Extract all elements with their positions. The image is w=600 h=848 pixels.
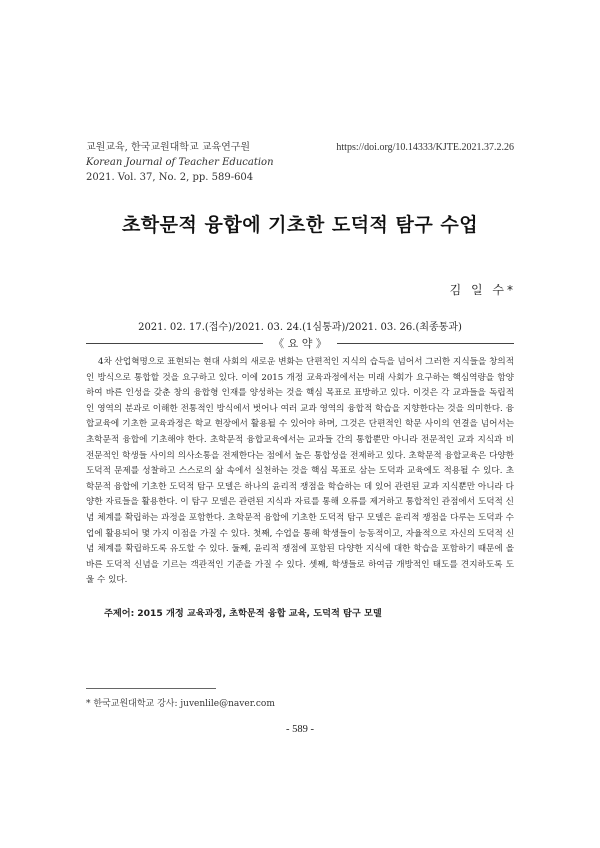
keywords	[104, 605, 382, 619]
doi-link[interactable]: https://doi.org/10.14333/KJTE.2021.37.2.26	[336, 142, 514, 153]
volume-info: 2021. Vol. 37, No. 2, pp. 589-604	[86, 172, 254, 183]
submission-dates: 2021. 02. 17.(접수)/2021. 03. 24.(1심통과)/2021. 03. 26.(최종통과)	[138, 322, 462, 333]
keywords-label: 주제어:	[104, 608, 135, 619]
footnote-divider	[86, 688, 216, 689]
abstract-label: 《 요 약 》	[273, 337, 327, 350]
paper-title: 초학문적 융합에 기초한 도덕적 탐구 수업	[121, 214, 479, 236]
journal-name-korean: 교원교육, 한국교원대학교 교육연구원	[86, 142, 251, 153]
keywords-text: 2015 개정 교육과정, 초학문적 융합 교육, 도덕적 탐구 모델	[137, 608, 382, 619]
author-name: 김 일 수*	[449, 283, 516, 297]
journal-name-english: Korean Journal of Teacher Education	[86, 157, 274, 168]
abstract-rule-left	[86, 343, 263, 344]
abstract-text: 4차 산업혁명으로 표현되는 현대 사회의 새로운 변화는 단편적인 지식의 습득을 넘어서 그러한 지식들을 창의적인 방식으로 통합할 것을 요구하고 있다. 이에 2015 개정 교육과정에서는 미래 사회가 요구하는 핵심역량을 함양하여 바른 인성을 갖춘 창의 융합형 인재를 양성하는 것을 핵심 목표로 표방하고 있다. 이것은 각 교과들을 독립적인 영역의 분과로 이해한 전통적인 방식에서 벗어나 여러 교과 영역의 융합적 학습을 지향한다는 것을 의미한다. 융합교육에 기초한 교육과정은 학교 현장에서 활용될 수 있어야 하며, 그것은 단편적인 학문 사이의 연결을 넘어서는 초학문적 융합에 기초해야 한다. 초학문적 융합교육에서는 교과들 간의 통합뿐만 아니라 전문적인 교과 지식과 비전문적인 학생들 사이의 의사소통을 전제한다는 점에서 높은 통합성을 전제하고 있다. 초학문적 융합교육은 다양한 도덕적 문제를 성찰하고 스스로의 삶 속에서 실천하는 것을 핵심 목표로 삼는 도덕과 교육에도 적용될 수 있다. 초학문적 융합에 기초한 도덕적 탐구 모델은 하나의 윤리적 쟁점을 학습하는 데 있어 관련된 교과 지식뿐만 아니라 다양한 자료들을 활용한다. 이 탐구 모델은 관련된 지식과 자료를 통해 오류를 제거하고 통합적인 관점에서 도덕적 신념 체계를 확립하는 과정을 포함한다. 초학문적 융합에 기초한 도덕적 탐구 모델은 윤리적 쟁점을 다루는 도덕과 수업에 활용되어 몇 가지 이점을 가질 수 있다. 첫째, 수업을 통해 학생들이 능동적이고, 자율적으로 자신의 도덕적 신념 체계를 확립하도록 유도할 수 있다. 둘째, 윤리적 쟁점에 포함된 다양한 지식에 대한 학습을 포함하기 때문에 올바른 도덕적 신념을 기르는 객관적인 기준을 가질 수 있다. 셋째, 학생들로 하여금 개방적인 태도를 견지하도록 도울 수 있다.	[86, 357, 514, 586]
abstract-header	[86, 335, 514, 351]
page-number: - 589 -	[286, 724, 314, 735]
journal-header	[86, 140, 274, 185]
abstract-rule-right	[337, 343, 514, 344]
author-footnote: * 한국교원대학교 강사: juvenlile@naver.com	[86, 699, 275, 709]
